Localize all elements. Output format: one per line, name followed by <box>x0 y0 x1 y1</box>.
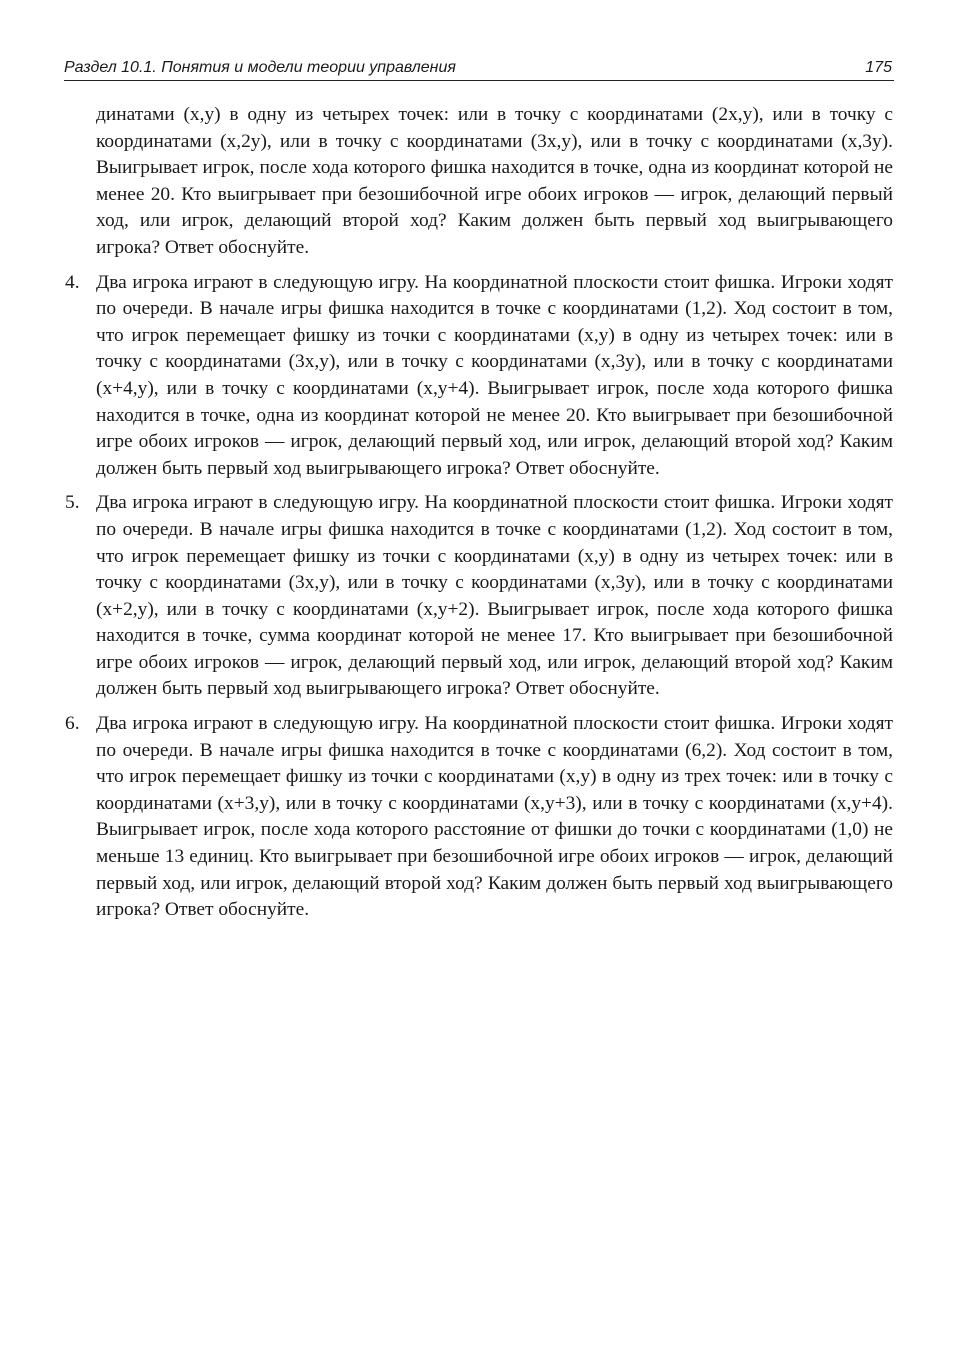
exercise-number: 4. <box>65 271 80 293</box>
exercise-item-4 <box>64 270 893 483</box>
text-body <box>64 102 893 924</box>
section-title: Раздел 10.1. Понятия и модели теории управления <box>64 59 456 76</box>
running-header <box>64 58 894 81</box>
exercise-item-5 <box>64 490 893 703</box>
exercise-text: Два игрока играют в следующую игру. На координатной плоскости стоит фишка. Игроки ходят по очереди. В начале игры фишка находится в точке с координатами (6,2). Ход состоит в том, что игрок перемещает фишку из точки с координатами (x,y) в одну из трех точек: или в точку с координатами (x+3,y), или в точку с координатами (x,y+3), или в точку с координатами (x,y+4). Выигрывает игрок, после хода которого расстояние от фишки до точки с координатами (1,0) не меньше 13 единиц. Кто выигрывает при безошибочной игре обоих игроков — игрок, делающий первый ход, или игрок, делающий второй ход? Каким должен быть первый ход выигрывающего игрока? Ответ обоснуйте. <box>96 713 893 921</box>
exercise-number: 5. <box>65 492 80 514</box>
exercise-text: Два игрока играют в следующую игру. На координатной плоскости стоит фишка. Игроки ходят по очереди. В начале игры фишка находится в точке с координатами (1,2). Ход состоит в том, что игрок перемещает фишку из точки с координатами (x,y) в одну из четырех точек: или в точку с координатами (3x,y), или в точку с координатами (x,3y), или в точку с координатами (x+4,y), или в точку с координатами (x,y+4). Выигрывает игрок, после хода которого фишка находится в точке, одна из координат которой не менее 20. Кто выигрывает при безошибочной игре обоих игроков — игрок, делающий первый ход, или игрок, делающий второй ход? Каким должен быть первый ход выигрывающего игрока? Ответ обоснуйте. <box>96 271 893 479</box>
exercise-item-6 <box>64 711 893 924</box>
continuation-paragraph: динатами (x,y) в одну из четырех точек: или в точку с координатами (2x,y), или в точку с координатами (x,2y), или в точку с координатами (3x,y), или в точку с координатами (x,3y). Выигрывает игрок, после хода которого фишка находится в точке, одна из координат которой не менее 20. Кто выигрывает при безошибочной игре обоих игроков — игрок, делающий первый ход, или игрок, делающий второй ход? Каким должен быть первый ход выигрывающего игрока? Ответ обоснуйте. <box>96 104 893 258</box>
exercise-number: 6. <box>65 713 80 735</box>
exercise-text: Два игрока играют в следующую игру. На координатной плоскости стоит фишка. Игроки ходят по очереди. В начале игры фишка находится в точке с координатами (1,2). Ход состоит в том, что игрок перемещает фишку из точки с координатами (x,y) в одну из четырех точек: или в точку с координатами (3x,y), или в точку с координатами (x,3y), или в точку с координатами (x+2,y), или в точку с координатами (x,y+2). Выигрывает игрок, после хода которого фишка находится в точке, сумма координат которой не менее 17. Кто выигрывает при безошибочной игре обоих игроков — игрок, делающий первый ход, или игрок, делающий второй ход? Каким должен быть первый ход выигрывающего игрока? Ответ обоснуйте. <box>96 492 893 700</box>
page-number: 175 <box>865 59 892 76</box>
